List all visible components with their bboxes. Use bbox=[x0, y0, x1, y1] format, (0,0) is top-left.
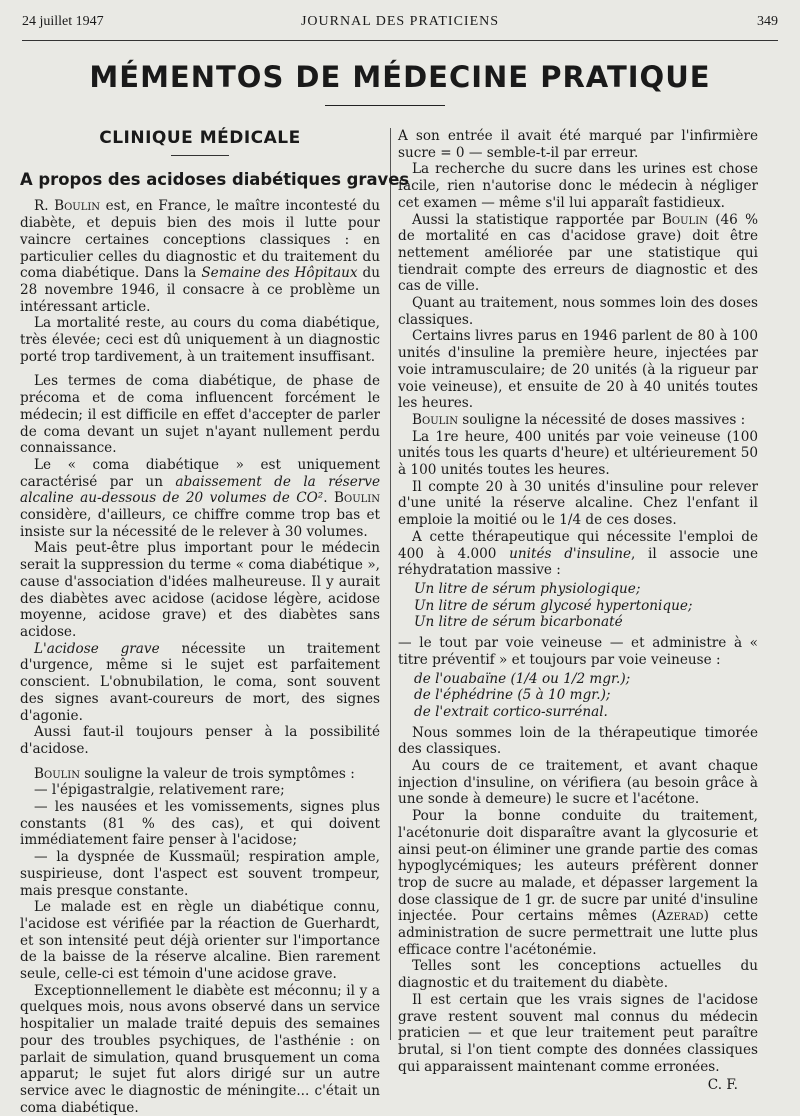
list-item: de l'extrait cortico-surrénal. bbox=[414, 703, 608, 720]
paragraph: Exceptionnellement le diabète est méconnu; il y a quelques mois, nous avons observé dans un service hospitalier un malade traité depuis des semaines pour des troubles psychiques, de l'asthénie : on parlait de simulation, quand brusquement un coma apparut; le sujet fut alors dirigé sur un autre service avec le diagnostic de méningite... c'était un coma diabétique. bbox=[20, 982, 380, 1116]
list-item: de l'éphédrine (5 à 10 mgr.); bbox=[414, 687, 611, 704]
column-divider bbox=[390, 128, 391, 1040]
paragraph: Au cours de ce traitement, et avant chaque injection d'insuline, on vérifiera (au besoin grâce à une sonde à demeure) le sucre et l'acétone. bbox=[398, 758, 758, 808]
list-item: Un litre de sérum bicarbonaté bbox=[414, 614, 623, 631]
paragraph: A cette thérapeutique qui nécessite l'emploi de 400 à 4.000 unités d'insuline, il associe une réhydratation massive : bbox=[398, 528, 758, 579]
journal-name: JOURNAL DES PRATICIENS bbox=[300, 14, 500, 29]
list-item: — la dyspnée de Kussmaül; respiration ample, suspirieuse, dont l'aspect est souvent trompeur, mais presque constante. bbox=[20, 849, 380, 899]
page-title: MÉMENTOS DE MÉDECINE PRATIQUE bbox=[89, 60, 711, 94]
paragraph: Aussi la statistique rapportée par Boulin (46 % de mortalité en cas d'acidose grave) doit être nettement améliorée par une statistique qui tiendrait compte des erreurs de diagnostic et des cas de ville. bbox=[398, 211, 758, 295]
right-column bbox=[398, 128, 758, 1094]
list-item: — les nausées et les vomissements, signes plus constants (81 % des cas), et qui doivent immédiatement faire penser à l'acidose; bbox=[20, 799, 380, 849]
left-column bbox=[20, 128, 410, 1116]
list-item: de l'ouabaïne (1/4 ou 1/2 mgr.); bbox=[414, 670, 631, 687]
list-item: Un litre de sérum glycosé hypertonique; bbox=[414, 597, 693, 614]
paragraph: — le tout par voie veineuse — et administre à « titre préventif » et toujours par voie veineuse : bbox=[398, 635, 758, 668]
list-item: Un litre de sérum physiologique; bbox=[414, 580, 641, 597]
paragraph: La recherche du sucre dans les urines est chose facile, rien n'autorise donc le médecin à négliger cet examen — même s'il lui apparaît fastidieux. bbox=[398, 161, 758, 211]
header-rule bbox=[22, 40, 778, 41]
author-signature: C. F. bbox=[707, 1077, 738, 1094]
article-title: A propos des acidoses diabétiques graves bbox=[20, 169, 410, 189]
list-item: — l'épigastralgie, relativement rare; bbox=[34, 782, 285, 799]
paragraph: Telles sont les conceptions actuelles du diagnostic et du traitement du diabète. bbox=[398, 958, 758, 992]
paragraph: A son entrée il avait été marqué par l'infirmière sucre = 0 — semble-t-il par erreur. bbox=[398, 128, 758, 161]
paragraph: Certains livres parus en 1946 parlent de 80 à 100 unités d'insuline la première heure, injectées par voie intramusculaire; de 20 unités (à la rigueur par voie veineuse), et ensuite de 20 à 40 unités toutes les heures. bbox=[398, 328, 758, 412]
paragraph: Mais peut-être plus important pour le médecin serait la suppression du terme « coma diabétique », cause d'association d'idées malheureuse. Il y aurait des diabètes avec acidose (acidose légère, acidose moyenne, acidose grave) et des diabètes sans acidose. bbox=[20, 540, 380, 640]
paragraph: R. Boulin est, en France, le maître incontesté du diabète, et depuis bien des mois il lutte pour vaincre certaines conceptions classiques : en particulier celles du diagnostic et du traitement du coma diabétique. Dans la Semaine des Hôpitaux du 28 novembre 1946, il consacre à ce problème un intéressant article. bbox=[20, 198, 380, 315]
drug-list bbox=[414, 671, 758, 721]
paragraph: Nous sommes loin de la thérapeutique timorée des classiques. bbox=[398, 724, 758, 758]
paragraph: La mortalité reste, au cours du coma diabétique, très élevée; ceci est dû uniquement à un diagnostic porté trop tardivement, à un traitement insuffisant. bbox=[20, 315, 380, 365]
running-header bbox=[22, 14, 778, 34]
paragraph: La 1re heure, 400 unités par voie veineuse (100 unités tous les quarts d'heure) et ultérieurement 50 à 100 unités toutes les heures. bbox=[398, 428, 758, 479]
serum-list bbox=[414, 581, 758, 631]
section-heading: CLINIQUE MÉDICALE bbox=[99, 128, 301, 148]
paragraph: L'acidose grave nécessite un traitement d'urgence, même si le sujet est parfaitement conscient. L'obnubilation, le coma, sont souvent des signes avant-coureurs de mort, des signes d'agonie. bbox=[20, 640, 381, 724]
title-underline bbox=[325, 105, 445, 106]
paragraph: Pour la bonne conduite du traitement, l'acétonurie doit disparaître avant la glycosurie et ainsi peut-on éliminer une grande partie des comas hypoglycémiques; les auteurs préfèrent donner trop de sucre au malade, et dépasser largement la dose classique de 1 gr. de sucre par unité d'insuline injectée. Pour certains mêmes (Azerad) cette administration de sucre permettrait une lutte plus efficace contre l'acétonémie. bbox=[398, 808, 758, 958]
paragraph: Le « coma diabétique » est uniquement caractérisé par un abaissement de la réserve alcaline au-dessous de 20 volumes de CO². Boulin considère, d'ailleurs, ce chiffre comme trop bas et insiste sur la nécessité de le relever à 30 volumes. bbox=[20, 456, 380, 540]
page-number: 349 bbox=[757, 14, 778, 29]
paragraph: Boulin souligne la valeur de trois symptômes : bbox=[34, 765, 355, 782]
paragraph: Il compte 20 à 30 unités d'insuline pour relever d'une unité la réserve alcaline. Chez l'enfant il emploie la moitié ou le 1/4 de ces doses. bbox=[398, 478, 758, 529]
section-rule bbox=[171, 155, 229, 156]
issue-date: 24 juillet 1947 bbox=[22, 14, 104, 29]
paragraph: Il est certain que les vrais signes de l'acidose grave restent souvent mal connus du médecin praticien — et que leur traitement peut paraître brutal, si l'on tient compte des données classiques qui apparaissent maintenant comme erronées. bbox=[398, 991, 758, 1075]
paragraph: Le malade est en règle un diabétique connu, l'acidose est vérifiée par la réaction de Guerhardt, et son intensité peut déjà orienter sur l'importance de la baisse de la réserve alcaline. Bien rarement seule, celle-ci est témoin d'une acidose grave. bbox=[20, 899, 380, 983]
paragraph: Quant au traitement, nous sommes loin des doses classiques. bbox=[398, 295, 758, 328]
paragraph: Les termes de coma diabétique, de phase de précoma et de coma influencent forcément le médecin; il est difficile en effet d'accepter de parler de coma devant un sujet n'ayant nullement perdu connaissance. bbox=[20, 373, 380, 457]
paragraph: Boulin souligne la nécessité de doses massives : bbox=[412, 411, 746, 428]
paragraph: Aussi faut-il toujours penser à la possibilité d'acidose. bbox=[20, 724, 380, 757]
